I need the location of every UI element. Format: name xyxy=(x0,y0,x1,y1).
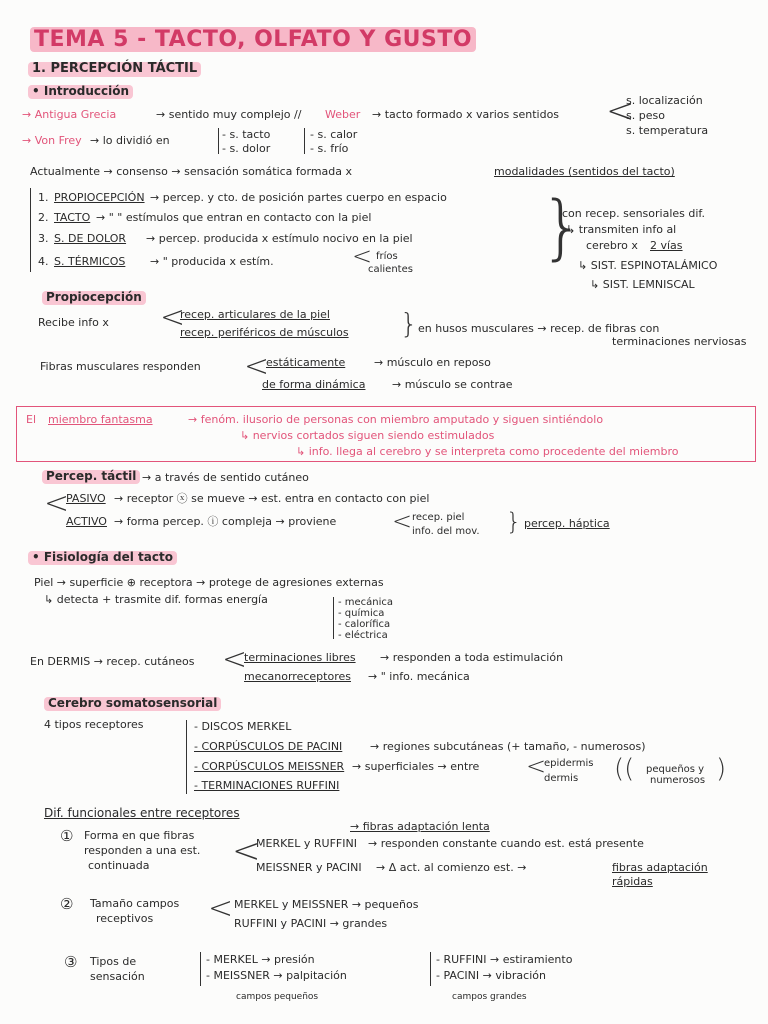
actual-underline: modalidades (sentidos del tacto) xyxy=(494,165,675,178)
receptors-note: 2 vías xyxy=(650,239,683,252)
brace: < xyxy=(160,300,186,335)
subsection-heading: • Introducción xyxy=(28,85,133,99)
dermis-text: En DERMIS → recep. cutáneos xyxy=(30,655,195,668)
brace: (( xyxy=(614,754,635,784)
energia-item: - eléctrica xyxy=(338,630,388,641)
receptor-item: - CORPÚSCULOS DE PACINI xyxy=(194,740,343,753)
propio-heading: Propiocepción xyxy=(42,291,146,305)
fibras-din: de forma dinámica xyxy=(262,378,366,391)
energia-item: - mecánica xyxy=(338,597,394,608)
bracket-line xyxy=(186,720,187,794)
dif-answer-text: → responden constante cuando est. está presente xyxy=(368,837,644,850)
dif-question: Tamaño campos xyxy=(90,897,180,910)
fantasma-term: miembro fantasma xyxy=(48,413,153,426)
item-name: S. TÉRMICOS xyxy=(54,255,126,268)
receptor-text: → superficiales → entre xyxy=(352,760,480,773)
item-name: TACTO xyxy=(54,211,91,224)
receptor-note: pequeños y xyxy=(646,764,705,775)
dif-number: ③ xyxy=(64,953,78,971)
brace: < xyxy=(244,349,270,384)
item-num: 4. xyxy=(38,255,49,268)
actual-text: Actualmente → consenso → sensación somática formada x xyxy=(30,165,353,178)
sensacion-item: - MEISSNER → palpitación xyxy=(206,969,347,982)
bracket-line xyxy=(430,952,431,986)
tactil-text: → forma percep. ⓘ compleja → proviene xyxy=(114,515,337,528)
brace: < xyxy=(44,486,70,521)
tactil-haptica: percep. háptica xyxy=(524,517,610,530)
receptor-opt: dermis xyxy=(544,773,579,784)
activo-opt: recep. piel xyxy=(412,512,465,523)
fantasma-text: ↳ info. llega al cerebro y se interpreta como procedente del miembro xyxy=(296,445,679,458)
tactil-pasivo: PASIVO xyxy=(66,492,106,505)
receptor-note: numerosos xyxy=(650,775,706,786)
dif-answer-text: → Δ act. al comienzo est. → xyxy=(376,861,527,874)
sensacion-item: - PACINI → vibración xyxy=(436,969,546,982)
dif-number: ① xyxy=(60,827,74,845)
brace: < xyxy=(392,507,413,535)
dif-number: ② xyxy=(60,895,74,913)
receptors-note: ↳ SIST. ESPINOTALÁMICO xyxy=(578,259,718,272)
item-text: → percep. y cto. de posición partes cuerpo en espacio xyxy=(150,191,447,204)
item-text: → percep. producida x estímulo nocivo en la piel xyxy=(146,232,413,245)
brace: < xyxy=(526,752,547,780)
sensacion-item: - RUFFINI → estiramiento xyxy=(436,953,573,966)
activo-opt: info. del mov. xyxy=(412,526,480,537)
cerebro-text: 4 tipos receptores xyxy=(44,718,144,731)
receptors-note: cerebro x xyxy=(586,239,638,252)
dif-heading: Dif. funcionales entre receptores xyxy=(44,806,240,820)
propio-rec: recep. articulares de la piel xyxy=(180,308,330,321)
receptor-opt: epidermis xyxy=(544,758,594,769)
fantasma-text: El xyxy=(26,413,37,426)
section-heading: 1. PERCEPCIÓN TÁCTIL xyxy=(28,62,201,77)
brace: } xyxy=(540,186,585,268)
item-num: 3. xyxy=(38,232,49,245)
tactil-text: → a través de sentido cutáneo xyxy=(142,471,309,484)
fibras-text: → músculo se contrae xyxy=(392,378,513,391)
bracket-line xyxy=(333,597,334,639)
energia-item: - calorífica xyxy=(338,619,391,630)
vonfrey-label: → Von Frey xyxy=(22,134,82,147)
dif-answer: MERKEL y MEISSNER → pequeños xyxy=(234,898,419,911)
item-name: S. DE DOLOR xyxy=(54,232,127,245)
dermis-libres: terminaciones libres xyxy=(244,651,356,664)
item-num: 1. xyxy=(38,191,49,204)
receptors-note: ↳ transmiten info al xyxy=(566,223,677,236)
dif-question: Forma en que fibras xyxy=(84,829,195,842)
item-text: → " producida x estím. xyxy=(150,255,274,268)
fisio-heading: • Fisiología del tacto xyxy=(28,551,177,565)
page-title: TEMA 5 - TACTO, OLFATO Y GUSTO xyxy=(30,27,476,52)
dif-answer-u: fibras adaptación xyxy=(612,861,708,874)
item-text: → " " estímulos que entran en contacto con la piel xyxy=(96,211,372,224)
sensacion-label: campos grandes xyxy=(452,992,527,1002)
dif-answer: MERKEL y RUFFINI xyxy=(256,837,357,850)
item-name: PROPIOCEPCIÓN xyxy=(54,191,145,204)
vonfrey-item: - s. tacto xyxy=(222,128,271,141)
brace: } xyxy=(400,307,418,340)
vonfrey-text: → lo dividió en xyxy=(90,134,170,147)
dif-question: responden a una est. xyxy=(84,844,201,857)
tactil-activo: ACTIVO xyxy=(66,515,107,528)
dermis-mecano: mecanorreceptores xyxy=(244,670,351,683)
brace: ) xyxy=(716,754,727,784)
propio-text: en husos musculares → recep. de fibras con xyxy=(418,322,660,335)
dif-lenta: → fibras adaptación lenta xyxy=(350,820,490,833)
receptor-item: - CORPÚSCULOS MEISSNER xyxy=(194,760,345,773)
brace: < xyxy=(222,642,248,677)
termicos-opt: fríos xyxy=(376,251,398,262)
dif-question: receptivos xyxy=(96,912,154,925)
fibras-text: → músculo en reposo xyxy=(374,356,491,369)
tactil-heading: Percep. táctil xyxy=(42,470,140,484)
vonfrey-item: - s. frío xyxy=(310,142,349,155)
propio-text: Recibe info x xyxy=(38,316,109,329)
energia-item: - química xyxy=(338,608,385,619)
dermis-text: → " info. mecánica xyxy=(368,670,470,683)
receptor-item: - DISCOS MERKEL xyxy=(194,720,292,733)
vonfrey-item: - s. calor xyxy=(310,128,358,141)
sensacion-label: campos pequeños xyxy=(236,992,319,1002)
dif-answer: MEISSNER y PACINI xyxy=(256,861,362,874)
dif-question: continuada xyxy=(88,859,150,872)
brace: < xyxy=(352,242,373,270)
vonfrey-item: - s. dolor xyxy=(222,142,271,155)
weber-text: → tacto formado x varios sentidos xyxy=(372,108,560,121)
weber-list-item: s. temperatura xyxy=(626,124,709,137)
weber-list-item: s. peso xyxy=(626,109,665,122)
antigua-label: → Antigua Grecia xyxy=(22,108,117,121)
weber-list-item: s. localización xyxy=(626,94,703,107)
propio-text: terminaciones nerviosas xyxy=(612,335,747,348)
dif-question: sensación xyxy=(90,970,145,983)
tactil-text: → receptor ⓧ se mueve → est. entra en contacto con piel xyxy=(114,492,430,505)
fisio-text: ↳ detecta + trasmite dif. formas energía xyxy=(44,593,268,606)
brace: < xyxy=(606,91,635,131)
fantasma-text: → fenóm. ilusorio de personas con miembro amputado y siguen sintiéndolo xyxy=(188,413,604,426)
termicos-opt: calientes xyxy=(368,264,413,275)
dif-answer-u: rápidas xyxy=(612,875,653,888)
receptor-item: - TERMINACIONES RUFFINI xyxy=(194,779,340,792)
divider xyxy=(218,128,219,154)
receptors-note: ↳ SIST. LEMNISCAL xyxy=(590,278,695,291)
cerebro-heading: Cerebro somatosensorial xyxy=(44,697,221,711)
fantasma-text: ↳ nervios cortados siguen siendo estimulados xyxy=(240,429,495,442)
sensacion-item: - MERKEL → presión xyxy=(206,953,315,966)
bracket-line xyxy=(200,952,201,986)
weber-label: Weber xyxy=(325,108,361,121)
fibras-est: estáticamente xyxy=(266,356,346,369)
divider xyxy=(304,128,305,154)
brace: < xyxy=(232,831,261,871)
brace: < xyxy=(208,891,234,926)
dif-question: Tipos de xyxy=(90,955,137,968)
fibras-text: Fibras musculares responden xyxy=(40,360,201,373)
fisio-text: Piel → superficie ⊕ receptora → protege de agresiones externas xyxy=(34,576,384,589)
bracket-line xyxy=(30,188,31,272)
receptor-text: → regiones subcutáneas (+ tamaño, - numerosos) xyxy=(370,740,646,753)
propio-rec: recep. periféricos de músculos xyxy=(180,326,349,339)
brace: } xyxy=(506,508,522,536)
dif-answer: RUFFINI y PACINI → grandes xyxy=(234,917,388,930)
antigua-text: → sentido muy complejo // xyxy=(156,108,302,121)
item-num: 2. xyxy=(38,211,49,224)
receptors-note: con recep. sensoriales dif. xyxy=(562,207,705,220)
dermis-text: → responden a toda estimulación xyxy=(380,651,564,664)
